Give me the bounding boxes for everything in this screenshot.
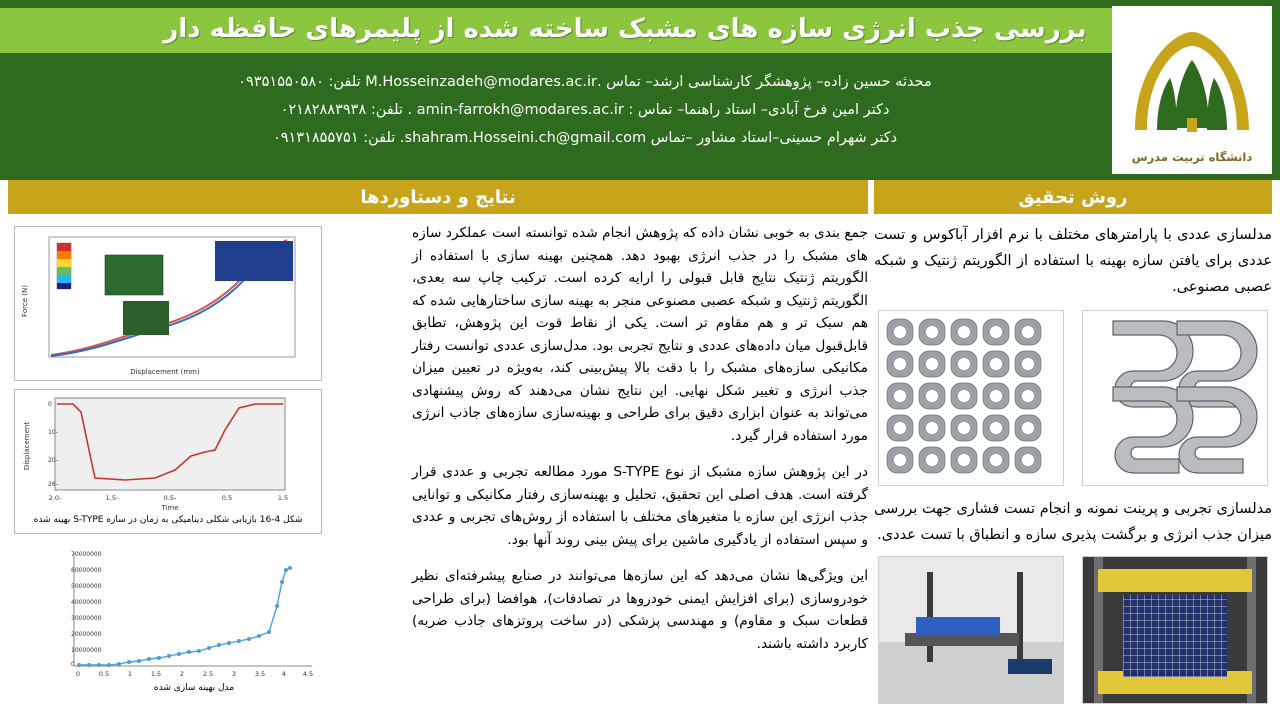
svg-text:4.5: 4.5 <box>302 670 314 678</box>
svg-text:70000000: 70000000 <box>71 551 102 558</box>
section-bar-results-label: نتایج و دستاوردها <box>360 186 516 208</box>
section-bar-method <box>874 180 1272 214</box>
unit-cell-lattice-render <box>1082 310 1268 486</box>
svg-text:0: 0 <box>48 401 52 408</box>
results-text-column <box>412 222 868 712</box>
svg-text:-10: -10 <box>48 429 58 436</box>
svg-text:3: 3 <box>231 670 237 678</box>
figures-column <box>14 226 324 716</box>
svg-text:1.5: 1.5 <box>150 670 162 678</box>
authors-block <box>70 68 1100 152</box>
author-line-2: دکتر امین فرخ آبادی– استاد راهنما– تماس : amin-farrokh@modares.ac.ir . تلفن: ۰۲۱۸۲۸۸۳۹۳۸ <box>280 102 890 118</box>
svg-text:Force (N): Force (N) <box>21 285 29 317</box>
force-displacement-curve <box>15 227 321 380</box>
svg-text:50000000: 50000000 <box>71 583 102 590</box>
method-paragraph-2: مدلسازی تجربی و پرینت نمونه و انجام تست فشاری جهت بررسی میزان جذب انرژی و برگشت پذیری سازه و انطباق با تست عددی. <box>874 501 1272 543</box>
figure-optimization-scatter <box>14 544 322 714</box>
method-images <box>874 310 1272 486</box>
svg-text:20000000: 20000000 <box>71 631 102 638</box>
displacement-time-curve <box>15 390 321 515</box>
logo-mark-icon <box>1117 10 1267 160</box>
svg-text:Displacement: Displacement <box>23 421 31 471</box>
svg-text:2: 2 <box>179 670 185 678</box>
figure-force-displacement <box>14 226 322 381</box>
svg-text:1: 1 <box>127 670 133 678</box>
svg-text:-1.5: -1.5 <box>105 494 119 502</box>
method-column <box>874 222 1272 717</box>
university-logo <box>1112 6 1272 174</box>
author-line-1: محدثه حسین زاده– پژوهشگر کارشناسی ارشد– تماس .M.Hosseinzadeh@modares.ac.ir تلفن: ۰۹۳۵۱۵۵۰۵۸۰ <box>238 74 932 90</box>
svg-text:-0.5: -0.5 <box>163 494 177 502</box>
figure-optimization-caption: مدل بهینه سازی شده <box>153 683 235 693</box>
figure-displacement-time-caption: شکل 4-16 بازیابی شکلی دینامیکی به زمان در سازه S-TYPE بهینه شده <box>33 515 303 525</box>
page-title: بررسی جذب انرژی سازه های مشبک ساخته شده از پلیمرهای حافظه دار <box>163 14 1087 44</box>
section-bar-results <box>8 180 868 214</box>
svg-text:3.5: 3.5 <box>254 670 266 678</box>
method-paragraph-1: مدلسازی عددی با پارامترهای مختلف با نرم افزار آباکوس و تست عددی برای یافتن سازه بهینه با استفاده از الگوریتم ژنتیک و شبکه عصبی مصنوعی. <box>874 227 1272 295</box>
logo-caption: دانشگاه تربیت مدرس <box>1131 150 1253 164</box>
svg-text:0: 0 <box>75 670 81 678</box>
poster-header <box>0 0 1280 180</box>
svg-text:Displacement (mm): Displacement (mm) <box>130 368 200 376</box>
svg-text:4: 4 <box>281 670 287 678</box>
svg-text:0.5: 0.5 <box>221 494 233 502</box>
svg-text:40000000: 40000000 <box>71 599 102 606</box>
svg-text:0: 0 <box>71 661 75 668</box>
svg-text:Time: Time <box>161 504 179 512</box>
unit-cell-icon <box>1083 311 1267 485</box>
method-photos <box>874 556 1272 706</box>
full-lattice-array-render <box>878 310 1064 486</box>
figure-displacement-time <box>14 389 322 534</box>
svg-text:2.5: 2.5 <box>202 670 214 678</box>
svg-text:-26: -26 <box>48 481 58 488</box>
results-paragraph-2: در این پژوهش سازه مشبک از نوع S-TYPE مورد مطالعه تجربی و عددی قرار گرفته است. هدف اصلی این تحقیق، تحلیل و بهینه‌سازی رفتار مکانیکی و توانایی جذب انرژی این سازه با متغیرهای مختلف با استفاده از روش‌های تجربی و عددی و سپس استفاده از یادگیری ماشین برای پیش بینی روند آنها بود. <box>412 464 868 548</box>
svg-text:0.5: 0.5 <box>98 670 110 678</box>
author-line-3: دکتر شهرام حسینی–استاد مشاور –تماس shahram.Hosseini.ch@gmail.com. تلفن: ۰۹۱۳۱۸۵۵۷۵۱ <box>272 130 898 146</box>
lattice-array-icon <box>879 311 1063 485</box>
svg-text:10000000: 10000000 <box>71 647 102 654</box>
svg-text:-20: -20 <box>48 457 58 464</box>
svg-text:30000000: 30000000 <box>71 615 102 622</box>
results-paragraph-1: جمع بندی به خوبی نشان داده که پژوهش انجام شده توانسته است عملکرد سازه های مشبک را در جذب انرژی بهبود دهد. همچنین بهینه سازی با استفاده از الگوریتم ژنتیک نتایج قابل قبولی را ارایه کرده است. ترکیب چاپ سه بعدی، الگوریتم ژنتیک و شبکه عصبی مصنوعی منجر به بهینه سازی ساختارهایی شده که هم سبک تر و هم مقاوم تر است. یکی از نقاط قوت این پژوهش، تطابق قابل‌قبول میان داده‌های عددی و نتایج تجربی بود. مدل‌سازی عددی توانست رفتار مکانیکی سازه‌های مشبک را با دقت بالا پیش‌بینی کند، به‌ویژه در تعیین میزان جذب انرژی و تغییر شکل نهایی. این نتایج نشان می‌دهند که روش پیشنهادی می‌تواند به عنوان ابزاری دقیق برای طراحی و بهینه‌سازی سازه‌های جاذب انرژی مورد استفاده قرار گیرد. <box>412 225 868 444</box>
3d-printer-photo <box>878 556 1064 704</box>
svg-text:-2.0: -2.0 <box>48 494 62 502</box>
optimization-scatter-plot <box>16 544 322 694</box>
svg-text:60000000: 60000000 <box>71 567 102 574</box>
svg-text:1.5: 1.5 <box>277 494 289 502</box>
compression-test-photo <box>1082 556 1268 704</box>
section-bar-method-label: روش تحقیق <box>1018 186 1128 208</box>
results-paragraph-3: این ویژگی‌ها نشان می‌دهد که این سازه‌ها می‌توانند در صنایع پیشرفته‌ای نظیر خودروسازی (برای افزایش ایمنی خودروها در تصادفات)، هوافضا (برای طراحی قطعات سبک و مقاوم) و مهندسی پزشکی (در ساخت پروتزهای جاذب ضربه) کاربرد داشته باشند. <box>412 568 868 652</box>
